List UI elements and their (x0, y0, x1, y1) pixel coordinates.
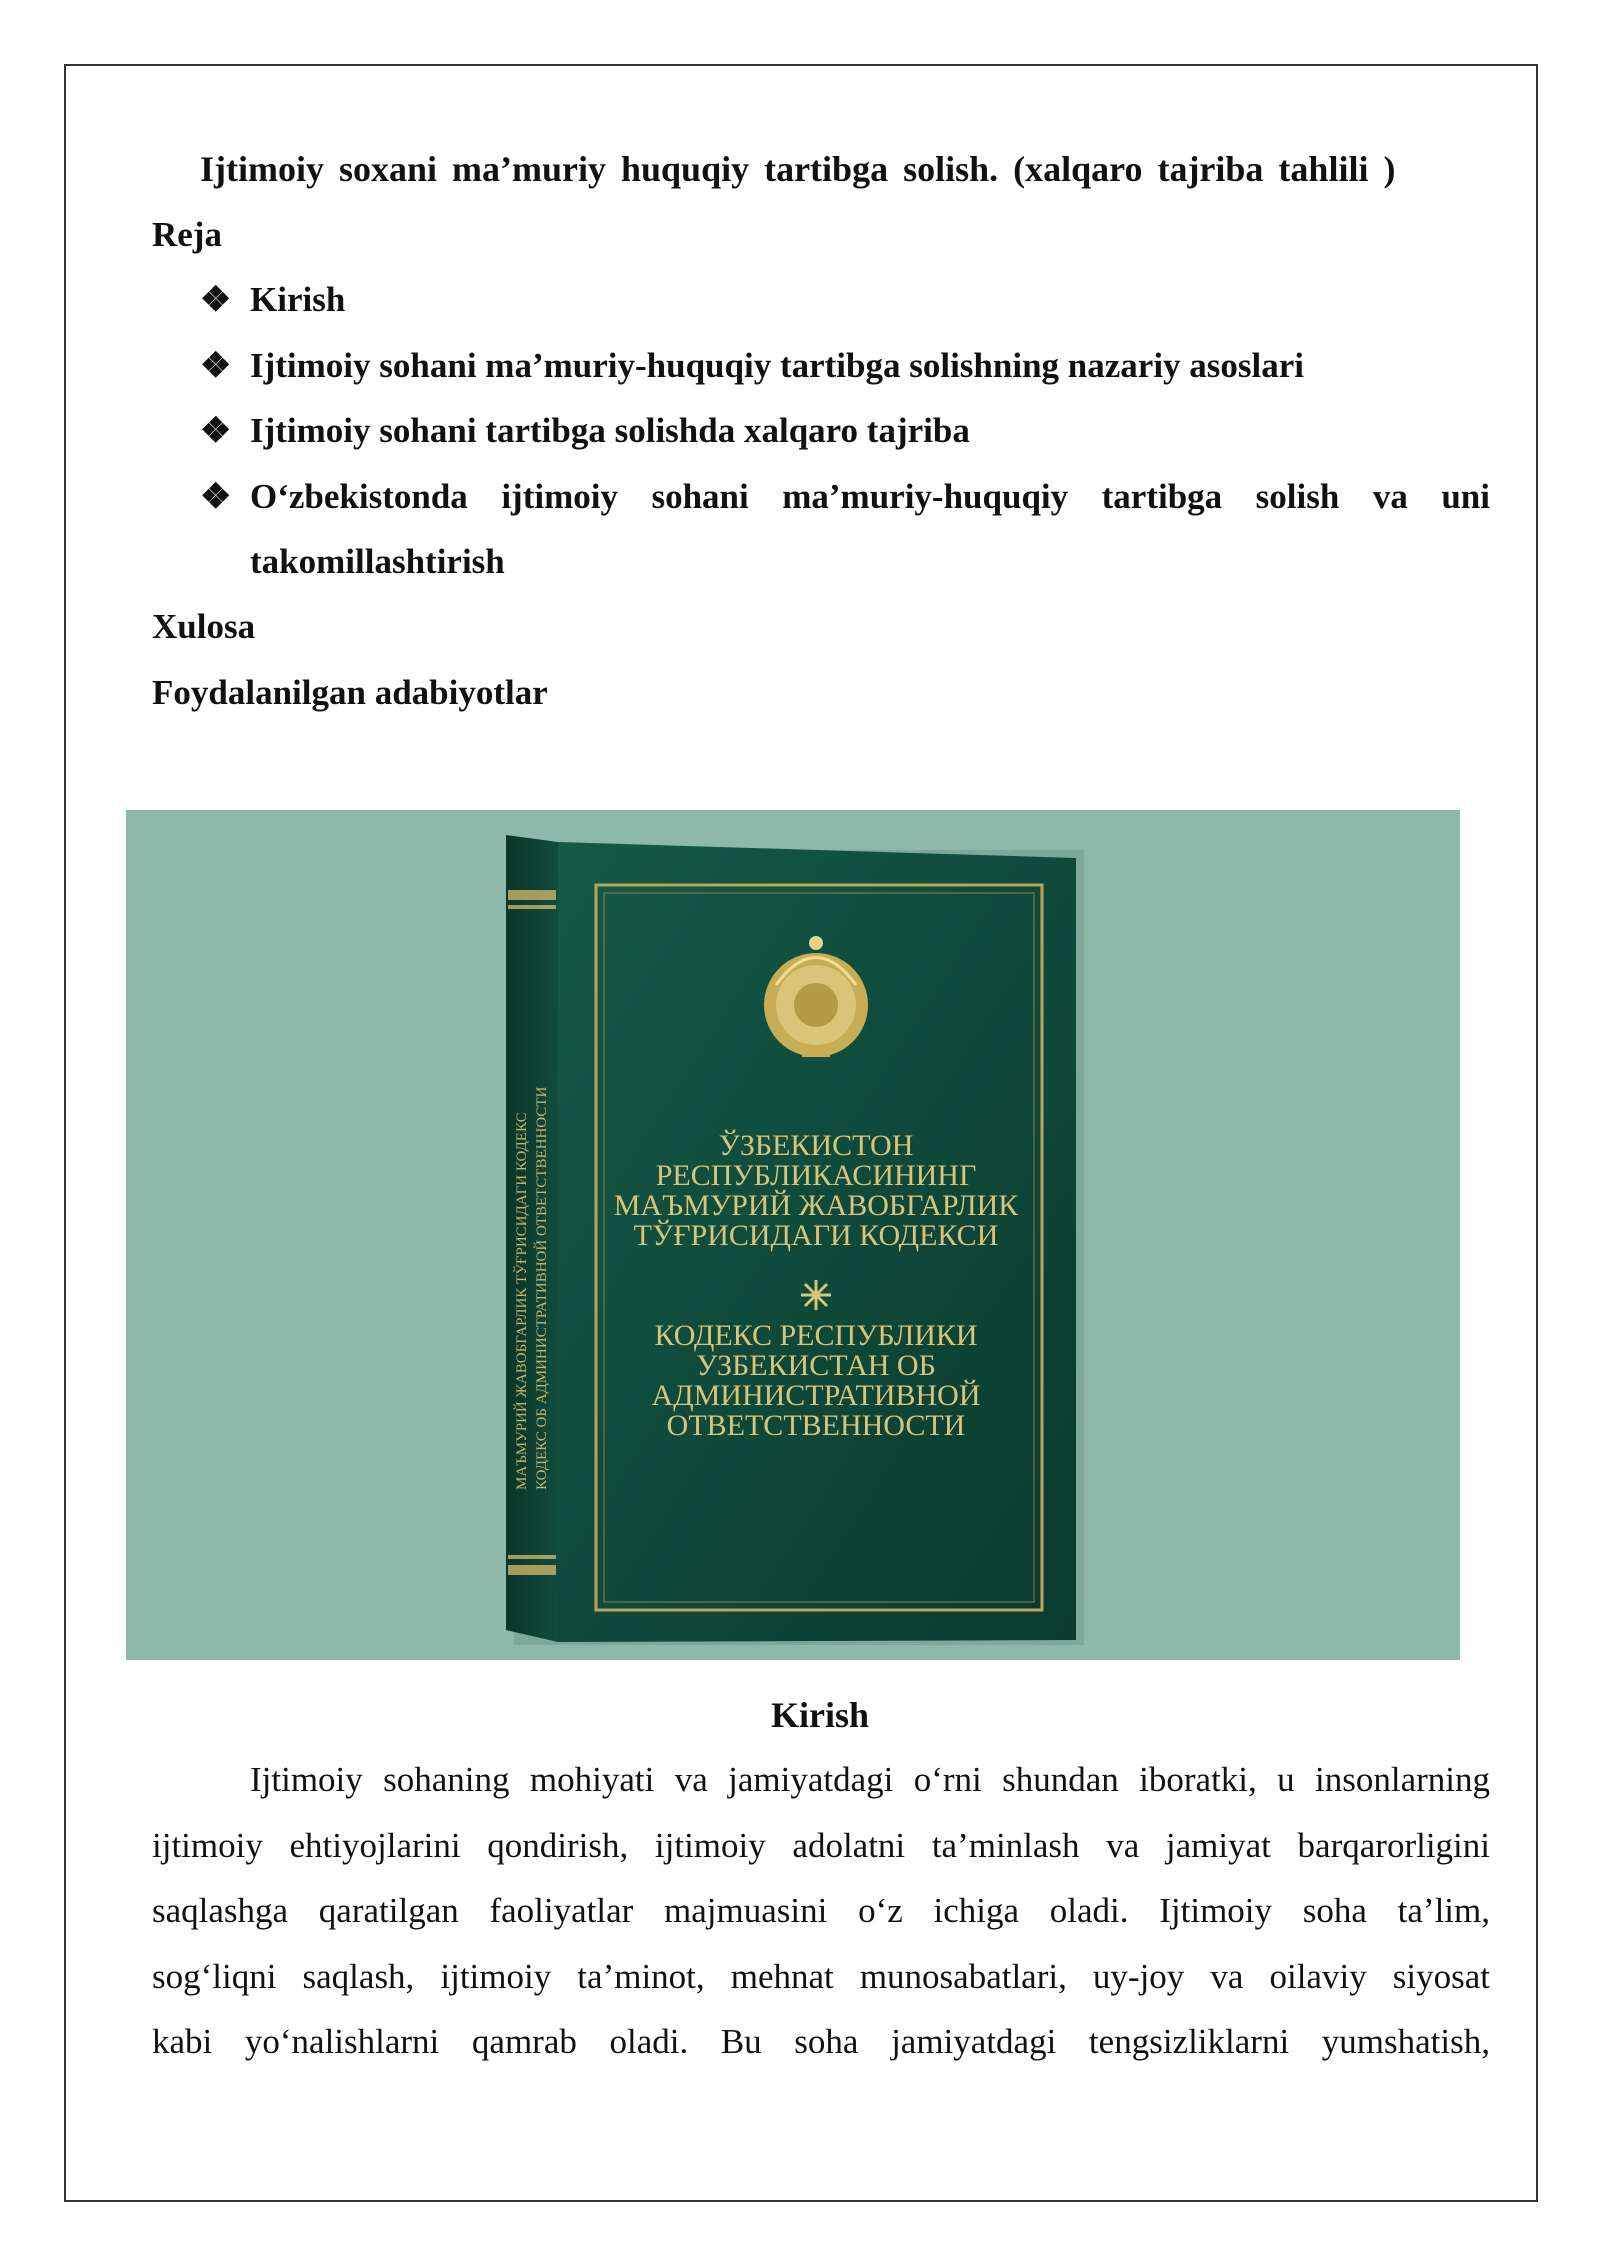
plan-item-intro: Kirish (250, 280, 346, 319)
spine-band (508, 1555, 556, 1559)
bullet-icon: ❖ (200, 346, 232, 385)
book-cover-figure (126, 810, 1460, 1660)
intro-line-2: ijtimoiy ehtiyojlarini qondirish, ijtimoiy adolatni ta’minlash va jamiyat barqarorligini (152, 1826, 1490, 1865)
intro-line-4: sog‘liqni saqlash, ijtimoiy ta’minot, mehnat munosabatlari, uy-joy va oilaviy siyosat (152, 1957, 1490, 1996)
plan-item-theory: Ijtimoiy sohani ma’muriy-huquqiy tartibga solishning nazariy asoslari (250, 346, 1305, 385)
cover-ru-line: ОТВЕТСТВЕННОСТИ (666, 1409, 966, 1442)
spine-band (508, 890, 556, 900)
intro-line-3: saqlashga qaratilgan faoliyatlar majmuasini o‘z ichiga oladi. Ijtimoiy soha ta’lim, (152, 1891, 1490, 1930)
bullet-icon: ❖ (200, 411, 232, 450)
plan-heading: Reja (152, 215, 222, 254)
cover-ru-line: АДМИНИСТРАТИВНОЙ (651, 1379, 981, 1412)
spine-title-ru: КОДЕКС ОБ АДМИНИСТРАТИВНОЙ ОТВЕТСТВЕННОСТИ (534, 1086, 550, 1490)
bullet-icon: ❖ (200, 477, 232, 516)
plan-item-international: Ijtimoiy sohani tartibga solishda xalqaro tajriba (250, 411, 970, 450)
spine-band (508, 905, 556, 909)
cover-uz-line: ТЎҒРИСИДАГИ КОДЕКСИ (633, 1219, 999, 1252)
cover-uz-line: МАЪМУРИЙ ЖАВОБГАРЛИК (613, 1189, 1019, 1222)
cover-ru-line: УЗБЕКИСТАН ОБ (696, 1349, 936, 1382)
star-ornament-icon (801, 1280, 831, 1310)
intro-heading: Kirish (770, 1695, 869, 1735)
plan-item-uzbekistan: O‘zbekistonda ijtimoiy sohani ma’muriy-huquqiy tartibga solish va uni (250, 477, 1490, 516)
intro-line-1: Ijtimoiy sohaning mohiyati va jamiyatdagi o‘rni shundan iboratki, u insonlarning (250, 1760, 1490, 1799)
conclusion-heading: Xulosa (152, 607, 256, 646)
intro-line-5: kabi yo‘nalishlarni qamrab oladi. Bu soha jamiyatdagi tengsizliklarni yumshatish, (152, 2022, 1490, 2061)
cover-uz-line: ЎЗБЕКИСТОН (718, 1129, 914, 1162)
cover-uz-line: РЕСПУБЛИКАСИНИНГ (655, 1159, 977, 1192)
cover-ru-line: КОДЕКС РЕСПУБЛИКИ (654, 1319, 978, 1352)
plan-item-uzbekistan-cont: takomillashtirish (250, 542, 505, 581)
spine-band (508, 1565, 556, 1575)
bullet-icon: ❖ (200, 280, 232, 319)
references-heading: Foydalanilgan adabiyotlar (152, 673, 548, 712)
cover-title-ru (651, 1319, 980, 1442)
document-title: Ijtimoiy soxani ma’muriy huquqiy tartibga solish. (xalqaro tajriba tahlili ) (200, 149, 1396, 189)
spine-title-uz: МАЪМУРИЙ ЖАВОБГАРЛИК ТЎҒРИСИДАГИ КОДЕКС (514, 1112, 530, 1490)
book-image (126, 810, 1460, 1660)
